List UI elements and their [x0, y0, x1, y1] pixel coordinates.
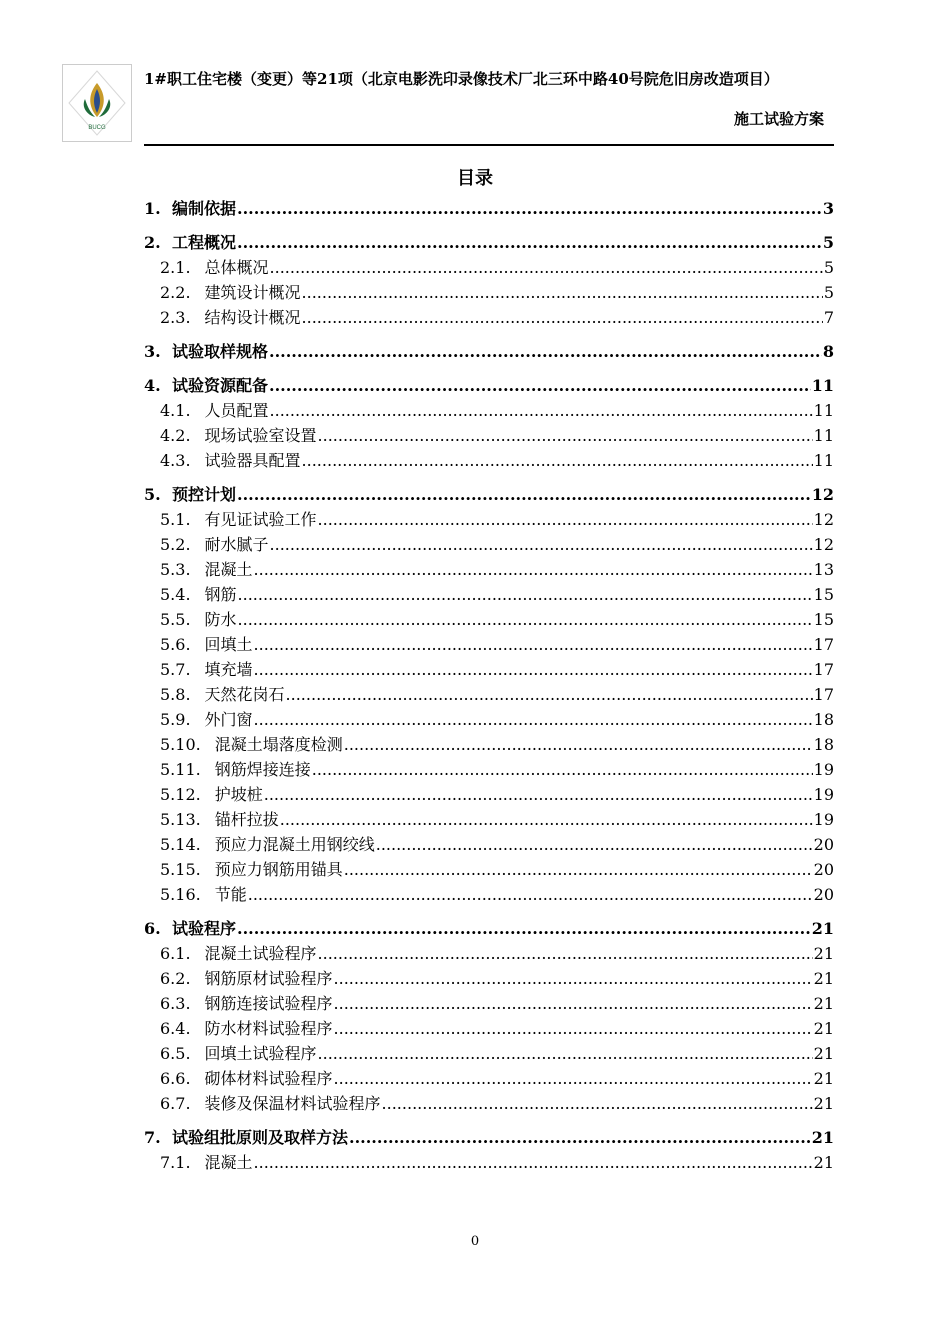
toc-entry-page: 15: [813, 585, 834, 604]
toc-entry-label: 试验程序: [172, 919, 237, 938]
toc-entry-label: 混凝土试验程序: [204, 944, 317, 963]
toc-entry-number: 2.: [144, 233, 161, 252]
logo-text: BUCG: [88, 125, 106, 131]
toc-leader-dots: [344, 860, 813, 879]
toc-entry-section[interactable]: [144, 916, 834, 941]
toc-entry-number: 2.2.: [160, 283, 191, 302]
toc-entry-label: 回填土试验程序: [204, 1044, 317, 1063]
toc-entry-number: 5.6.: [160, 635, 191, 654]
toc-entry-number: 5.12.: [160, 785, 201, 804]
toc-leader-dots: [238, 585, 813, 604]
toc-entry-label: 结构设计概况: [204, 308, 301, 327]
toc-entry-label: 锚杆拉拔: [214, 810, 279, 829]
toc-entry-page: 11: [813, 401, 834, 420]
toc-leader-dots: [238, 610, 813, 629]
company-logo: [62, 64, 132, 142]
toc-entry-number: 1.: [144, 199, 161, 218]
toc-entry-number: 5.7.: [160, 660, 191, 679]
toc-entry-subsection[interactable]: [144, 707, 834, 732]
toc-entry-page: 21: [813, 944, 834, 963]
toc-entry-section[interactable]: [144, 1125, 834, 1150]
toc-leader-dots: [237, 233, 822, 252]
toc-entry-number: 3.: [144, 342, 161, 361]
toc-entry-page: 21: [813, 994, 834, 1013]
toc-entry-number: 6.1.: [160, 944, 191, 963]
toc-entry-label: 耐水腻子: [204, 535, 269, 554]
toc-leader-dots: [264, 785, 813, 804]
toc-entry-page: 17: [813, 660, 834, 679]
toc-entry-page: 21: [813, 1069, 834, 1088]
toc-entry-label: 外门窗: [204, 710, 253, 729]
toc-entry-label: 防水材料试验程序: [204, 1019, 333, 1038]
toc-entry-number: 5.15.: [160, 860, 201, 879]
toc-leader-dots: [376, 835, 813, 854]
toc-entry-number: 2.1.: [160, 258, 191, 277]
toc-entry-section[interactable]: [144, 196, 834, 221]
toc-leader-dots: [334, 969, 813, 988]
toc-entry-number: 6.6.: [160, 1069, 191, 1088]
toc-entry-subsection[interactable]: [144, 398, 834, 423]
toc-title: 目录: [457, 168, 493, 189]
page-header: [62, 64, 834, 146]
toc-entry-label: 预应力混凝土用钢绞线: [214, 835, 375, 854]
toc-entry-label: 混凝土: [204, 1153, 253, 1172]
toc-entry-subsection[interactable]: [144, 255, 834, 280]
toc-entry-page: 21: [813, 1153, 834, 1172]
toc-leader-dots: [254, 660, 813, 679]
toc-leader-dots: [318, 426, 813, 445]
toc-entry-subsection[interactable]: [144, 448, 834, 473]
toc-entry-page: 20: [813, 860, 834, 879]
toc-entry-number: 6.: [144, 919, 161, 938]
toc-entry-subsection[interactable]: [144, 682, 834, 707]
toc-leader-dots: [344, 735, 813, 754]
toc-entry-label: 预控计划: [172, 485, 237, 504]
toc-entry-page: 15: [813, 610, 834, 629]
toc-entry-number: 4.2.: [160, 426, 191, 445]
toc-entry-section[interactable]: [144, 482, 834, 507]
toc-entry-label: 试验器具配置: [204, 451, 301, 470]
toc-leader-dots: [334, 1069, 813, 1088]
toc-entry-page: 3: [822, 199, 834, 218]
toc-entry-label: 总体概况: [204, 258, 269, 277]
toc-leader-dots: [254, 560, 813, 579]
toc-leader-dots: [318, 510, 813, 529]
toc-entry-subsection[interactable]: [144, 305, 834, 330]
toc-leader-dots: [349, 1128, 811, 1147]
toc-entry-page: 21: [811, 919, 834, 938]
toc-entry-page: 17: [813, 635, 834, 654]
toc-entry-label: 钢筋连接试验程序: [204, 994, 333, 1013]
toc-entry-number: 5.14.: [160, 835, 201, 854]
toc-entry-number: 5.10.: [160, 735, 201, 754]
toc-entry-subsection[interactable]: [144, 1066, 834, 1091]
toc-entry-number: 4.1.: [160, 401, 191, 420]
header-rule: [144, 144, 834, 146]
toc-entry-page: 11: [813, 426, 834, 445]
toc-entry-page: 12: [813, 510, 834, 529]
toc-leader-dots: [254, 710, 813, 729]
toc-leader-dots: [302, 308, 823, 327]
toc-entry-subsection[interactable]: [144, 832, 834, 857]
toc-entry-number: 5.3.: [160, 560, 191, 579]
toc-entry-page: 7: [823, 308, 834, 327]
toc-entry-page: 18: [813, 735, 834, 754]
toc-entry-page: 12: [811, 485, 834, 504]
toc-leader-dots: [312, 760, 813, 779]
toc-entry-page: 12: [813, 535, 834, 554]
toc-entry-number: 5.16.: [160, 885, 201, 904]
toc-entry-subsection[interactable]: [144, 632, 834, 657]
toc-entry-number: 5.: [144, 485, 161, 504]
toc-entry-subsection[interactable]: [144, 557, 834, 582]
toc-entry-subsection[interactable]: [144, 991, 834, 1016]
project-title: 1#职工住宅楼（变更）等21项（北京电影洗印录像技术厂北三环中路40号院危旧房改造项目）: [144, 70, 779, 88]
toc-entry-page: 18: [813, 710, 834, 729]
toc-leader-dots: [270, 258, 823, 277]
toc-leader-dots: [237, 485, 811, 504]
toc-leader-dots: [237, 199, 822, 218]
toc-entry-number: 5.9.: [160, 710, 191, 729]
toc-entry-page: 21: [811, 1128, 834, 1147]
toc-entry-page: 17: [813, 685, 834, 704]
toc-entry-page: 21: [813, 1044, 834, 1063]
toc-entry-number: 6.4.: [160, 1019, 191, 1038]
toc-leader-dots: [237, 919, 811, 938]
toc-entry-number: 5.8.: [160, 685, 191, 704]
toc-entry-page: 5: [823, 283, 834, 302]
document-subtitle: 施工试验方案: [733, 110, 824, 128]
toc-entry-label: 钢筋原材试验程序: [204, 969, 333, 988]
toc-entry-number: 4.3.: [160, 451, 191, 470]
toc-entry-number: 6.5.: [160, 1044, 191, 1063]
toc-entry-subsection[interactable]: [144, 1041, 834, 1066]
toc-leader-dots: [334, 1019, 813, 1038]
toc-leader-dots: [269, 376, 811, 395]
toc-entry-label: 钢筋: [204, 585, 237, 604]
toc-entry-page: 5: [822, 233, 834, 252]
toc-entry-number: 5.5.: [160, 610, 191, 629]
toc-entry-number: 7.: [144, 1128, 161, 1147]
toc-entry-subsection[interactable]: [144, 807, 834, 832]
toc-entry-subsection[interactable]: [144, 280, 834, 305]
toc-entry-page: 11: [811, 376, 834, 395]
toc-entry-subsection[interactable]: [144, 423, 834, 448]
toc-entry-number: 5.1.: [160, 510, 191, 529]
toc-entry-number: 6.2.: [160, 969, 191, 988]
toc-leader-dots: [302, 451, 813, 470]
toc-entry-section[interactable]: [144, 339, 834, 364]
toc-entry-number: 2.3.: [160, 308, 191, 327]
toc-entry-subsection[interactable]: [144, 732, 834, 757]
toc-entry-label: 有见证试验工作: [204, 510, 317, 529]
toc-leader-dots: [269, 342, 822, 361]
toc-entry-label: 砌体材料试验程序: [204, 1069, 333, 1088]
toc-leader-dots: [382, 1094, 813, 1113]
toc-entry-label: 混凝土: [204, 560, 253, 579]
toc-entry-number: 6.3.: [160, 994, 191, 1013]
toc-entry-label: 现场试验室设置: [204, 426, 317, 445]
toc-entry-label: 钢筋焊接连接: [214, 760, 311, 779]
toc-entry-number: 5.13.: [160, 810, 201, 829]
toc-entry-subsection[interactable]: [144, 1150, 834, 1175]
toc-leader-dots: [270, 401, 813, 420]
toc-entry-number: 6.7.: [160, 1094, 191, 1113]
toc-entry-subsection[interactable]: [144, 1091, 834, 1116]
toc-entry-page: 5: [823, 258, 834, 277]
toc-entry-subsection[interactable]: [144, 507, 834, 532]
toc-entry-label: 人员配置: [204, 401, 269, 420]
page-number: 0: [470, 1234, 480, 1249]
toc-entry-number: 7.1.: [160, 1153, 191, 1172]
toc-entry-number: 5.11.: [160, 760, 201, 779]
toc-entry-label: 编制依据: [172, 199, 237, 218]
toc-entry-page: 21: [813, 1094, 834, 1113]
toc-entry-label: 回填土: [204, 635, 253, 654]
toc-leader-dots: [318, 1044, 813, 1063]
toc-entry-subsection[interactable]: [144, 532, 834, 557]
toc-entry-page: 20: [813, 835, 834, 854]
toc-entry-page: 20: [813, 885, 834, 904]
toc-entry-label: 工程概况: [172, 233, 237, 252]
toc-entry-label: 节能: [214, 885, 247, 904]
toc-entry-subsection[interactable]: [144, 782, 834, 807]
toc-entry-section[interactable]: [144, 230, 834, 255]
toc-entry-page: 21: [813, 1019, 834, 1038]
toc-entry-label: 试验组批原则及取样方法: [172, 1128, 349, 1147]
toc-entry-subsection[interactable]: [144, 657, 834, 682]
toc-entry-subsection[interactable]: [144, 941, 834, 966]
toc-entry-label: 填充墙: [204, 660, 253, 679]
toc-entry-label: 建筑设计概况: [204, 283, 301, 302]
toc-entry-page: 11: [813, 451, 834, 470]
toc-entry-section[interactable]: [144, 373, 834, 398]
toc-leader-dots: [334, 994, 813, 1013]
toc-entry-subsection[interactable]: [144, 582, 834, 607]
toc-leader-dots: [270, 535, 813, 554]
toc-entry-page: 8: [822, 342, 834, 361]
toc-entry-page: 19: [813, 785, 834, 804]
toc-leader-dots: [318, 944, 813, 963]
toc-entry-subsection[interactable]: [144, 1016, 834, 1041]
toc-leader-dots: [248, 885, 813, 904]
toc-entry-label: 预应力钢筋用锚具: [214, 860, 343, 879]
toc-entry-label: 护坡桩: [214, 785, 263, 804]
table-of-contents: [144, 196, 834, 1175]
toc-entry-label: 防水: [204, 610, 237, 629]
toc-entry-page: 21: [813, 969, 834, 988]
toc-leader-dots: [280, 810, 813, 829]
toc-leader-dots: [286, 685, 813, 704]
toc-leader-dots: [254, 635, 813, 654]
toc-entry-subsection[interactable]: [144, 857, 834, 882]
toc-entry-page: 19: [813, 760, 834, 779]
toc-leader-dots: [254, 1153, 813, 1172]
toc-entry-label: 天然花岗石: [204, 685, 285, 704]
toc-entry-subsection[interactable]: [144, 607, 834, 632]
toc-entry-page: 19: [813, 810, 834, 829]
toc-entry-number: 5.2.: [160, 535, 191, 554]
toc-entry-label: 试验取样规格: [172, 342, 269, 361]
toc-leader-dots: [302, 283, 823, 302]
toc-entry-subsection[interactable]: [144, 757, 834, 782]
toc-entry-subsection[interactable]: [144, 882, 834, 907]
toc-entry-subsection[interactable]: [144, 966, 834, 991]
toc-entry-label: 试验资源配备: [172, 376, 269, 395]
toc-entry-number: 4.: [144, 376, 161, 395]
toc-entry-number: 5.4.: [160, 585, 191, 604]
toc-entry-label: 混凝土塌落度检测: [214, 735, 343, 754]
toc-entry-label: 装修及保温材料试验程序: [204, 1094, 381, 1113]
toc-entry-page: 13: [813, 560, 834, 579]
